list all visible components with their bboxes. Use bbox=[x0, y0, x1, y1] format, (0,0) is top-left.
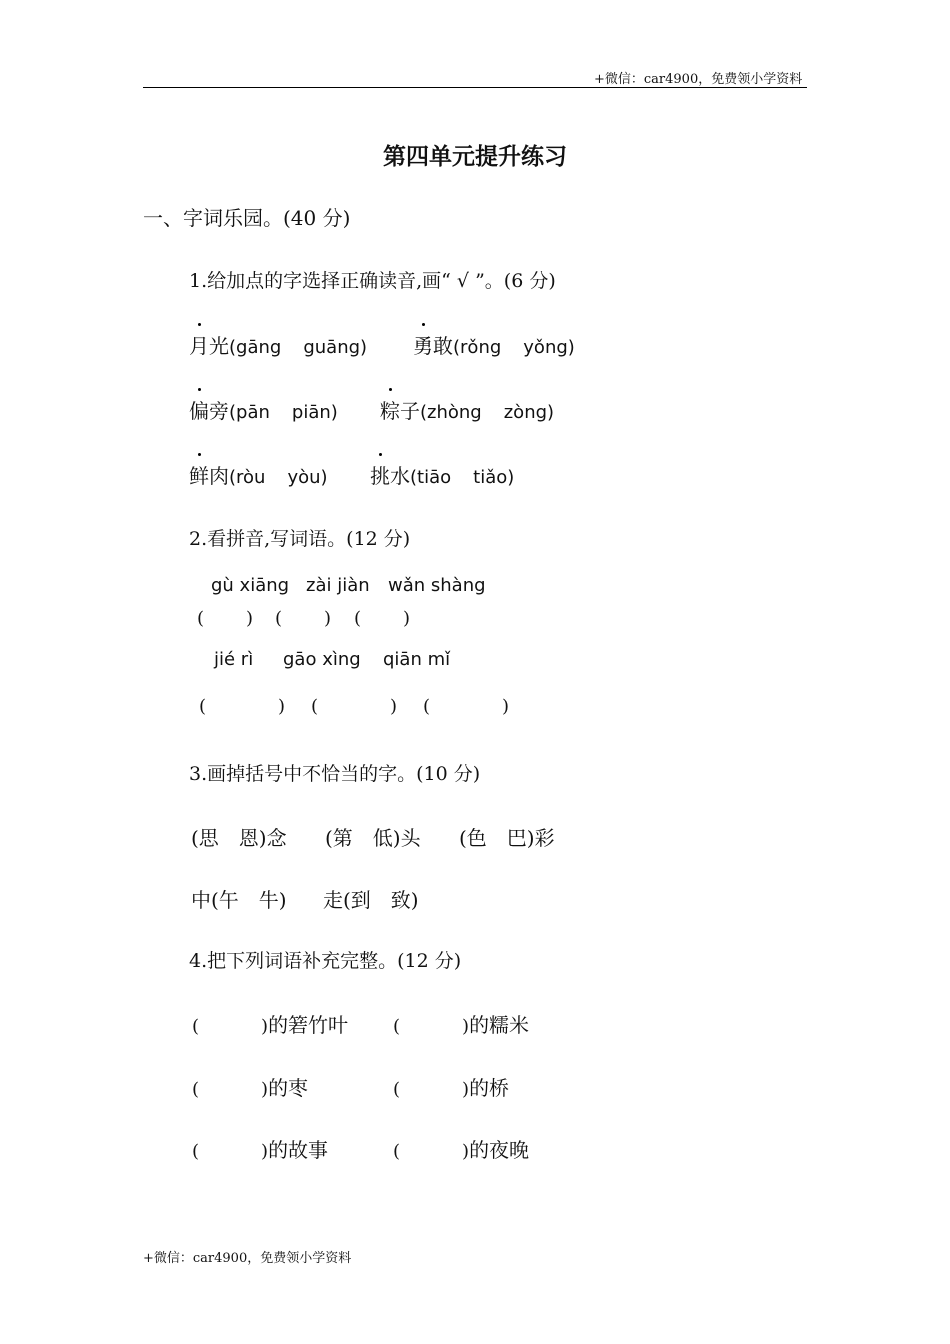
q2-pinyin: jié rì bbox=[214, 649, 254, 670]
q2-pinyin: wǎn shàng bbox=[388, 575, 486, 596]
q2-pinyin: zài jiàn bbox=[306, 575, 370, 596]
q2-prompt: 2.看拼音,写词语。(12 分) bbox=[189, 528, 411, 550]
page-title: 第四单元提升练习 bbox=[383, 143, 567, 170]
q3-option[interactable]: (第 低)头 bbox=[325, 826, 421, 850]
emphasis-dot bbox=[198, 323, 201, 326]
q3-prompt: 3.画掉括号中不恰当的字。(10 分) bbox=[189, 763, 481, 785]
q2-pinyin: gāo xìng bbox=[283, 649, 361, 670]
header-divider bbox=[143, 87, 807, 88]
emphasis-dot bbox=[389, 388, 392, 391]
dotted-char: 月 bbox=[189, 330, 209, 359]
q2-pinyin: qiān mǐ bbox=[383, 649, 451, 670]
pinyin-option[interactable]: gāng bbox=[236, 337, 282, 358]
pinyin-option[interactable]: tiāo bbox=[417, 467, 452, 488]
pinyin-option[interactable]: yòu bbox=[287, 467, 321, 488]
q3-option[interactable]: (思 恩)念 bbox=[191, 826, 287, 850]
q2-pinyin: gù xiāng bbox=[211, 575, 290, 596]
q1-item: 月光(gāng guāng) bbox=[189, 330, 367, 359]
pinyin-option[interactable]: yǒng bbox=[523, 337, 568, 358]
dotted-char: 勇 bbox=[413, 330, 433, 359]
answer-blank[interactable]: ( ) bbox=[197, 608, 254, 629]
dotted-char: 挑 bbox=[370, 460, 390, 489]
dotted-char: 鲜 bbox=[189, 460, 209, 489]
pinyin-option[interactable]: piān bbox=[291, 402, 331, 423]
pinyin-option[interactable]: zòng bbox=[503, 402, 548, 423]
footer-watermark: +微信：car4900，免费领小学资料 bbox=[143, 1251, 352, 1266]
dotted-char: 粽 bbox=[380, 395, 400, 424]
dotted-char: 偏 bbox=[189, 395, 209, 424]
section-heading: 一、字词乐园。(40 分) bbox=[143, 206, 351, 230]
q3-option[interactable]: (色 巴)彩 bbox=[459, 826, 555, 850]
answer-blank[interactable]: ( ) bbox=[275, 608, 332, 629]
emphasis-dot bbox=[379, 453, 382, 456]
q1-item: 鲜肉(ròu yòu) bbox=[189, 460, 328, 489]
q4-item: ( )的糯米 bbox=[393, 1013, 530, 1037]
q3-option[interactable]: 中(午 牛) bbox=[191, 888, 287, 912]
q1-prompt: 1.给加点的字选择正确读音,画“ √ ”。(6 分) bbox=[189, 270, 556, 292]
emphasis-dot bbox=[198, 388, 201, 391]
pinyin-option[interactable]: pān bbox=[236, 402, 270, 423]
answer-blank[interactable]: ( ) bbox=[423, 696, 510, 717]
pinyin-option[interactable]: zhòng bbox=[427, 402, 482, 423]
q4-prompt: 4.把下列词语补充完整。(12 分) bbox=[189, 950, 462, 972]
q1-item: 勇敢(rǒng yǒng) bbox=[413, 330, 575, 359]
q4-item: ( )的箬竹叶 bbox=[192, 1013, 349, 1037]
q1-item: 挑水(tiāo tiǎo) bbox=[370, 460, 514, 489]
emphasis-dot bbox=[198, 453, 201, 456]
pinyin-option[interactable]: tiǎo bbox=[473, 467, 508, 488]
q1-item: 粽子(zhòng zòng) bbox=[380, 395, 554, 424]
answer-blank[interactable]: ( ) bbox=[199, 696, 286, 717]
pinyin-option[interactable]: guāng bbox=[303, 337, 361, 358]
q3-option[interactable]: 走(到 致) bbox=[323, 888, 419, 912]
pinyin-option[interactable]: rǒng bbox=[460, 337, 502, 358]
answer-blank[interactable]: ( ) bbox=[354, 608, 411, 629]
q4-item: ( )的桥 bbox=[393, 1076, 510, 1100]
q4-item: ( )的枣 bbox=[192, 1076, 309, 1100]
pinyin-option[interactable]: ròu bbox=[236, 467, 266, 488]
q4-item: ( )的故事 bbox=[192, 1138, 329, 1162]
q1-item: 偏旁(pān piān) bbox=[189, 395, 338, 424]
answer-blank[interactable]: ( ) bbox=[311, 696, 398, 717]
q4-item: ( )的夜晚 bbox=[393, 1138, 530, 1162]
emphasis-dot bbox=[422, 323, 425, 326]
header-watermark: +微信：car4900，免费领小学资料 bbox=[594, 72, 803, 87]
